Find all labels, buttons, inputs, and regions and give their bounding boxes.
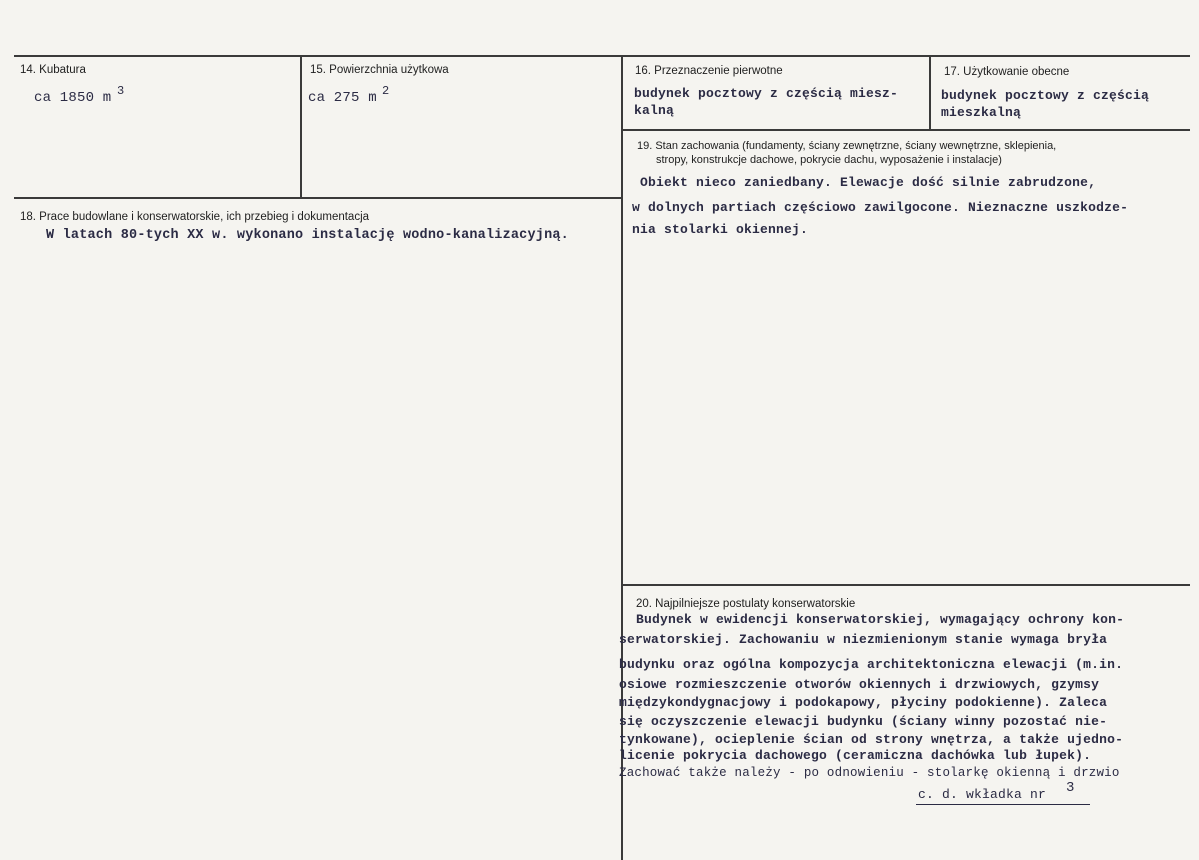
field-20-line-7: tynkowane), ocieplenie ścian od strony wnętrza, a także ujedno-: [619, 732, 1124, 747]
field-19-label-line-1: 19. Stan zachowania (fundamenty, ściany zewnętrzne, ściany wewnętrzne, sklepienia,: [637, 140, 1057, 152]
field-20-line-9: Zachować także należy - po odnowieniu - stolarkę okienną i drzwio: [619, 766, 1120, 780]
field-17-line-1: budynek pocztowy z częścią: [941, 88, 1150, 103]
field-20-line-3: budynku oraz ogólna kompozycja architektoniczna elewacji (m.in.: [619, 657, 1124, 672]
field-18-label: 18. Prace budowlane i konserwatorskie, ich przebieg i dokumentacja: [20, 211, 370, 223]
field-20-label: 20. Najpilniejsze postulaty konserwatorskie: [636, 598, 856, 610]
field-16-line-1: budynek pocztowy z częścią miesz-: [634, 86, 899, 101]
field-14-label: 14. Kubatura: [20, 64, 86, 76]
rule-above-20: [623, 584, 1190, 586]
rule-under-14-15: [14, 197, 622, 199]
divider-16-17: [929, 57, 931, 129]
field-19-line-1: Obiekt nieco zaniedbany. Elewacje dość silnie zabrudzone,: [640, 175, 1097, 190]
field-14-value: ca 1850 m: [34, 90, 112, 106]
field-15-value: ca 275 m: [308, 90, 377, 106]
field-20-line-4: osiowe rozmieszczenie otworów okiennych i drzwiowych, gzymsy: [619, 677, 1100, 692]
field-15-exponent: 2: [382, 84, 390, 98]
field-16-line-2: kalną: [634, 103, 675, 118]
field-20-line-5: międzykondygnacjowy i podokapowy, płyciny podokienne). Zaleca: [619, 695, 1108, 710]
field-20-line-1: Budynek w ewidencji konserwatorskiej, wymagający ochrony kon-: [636, 612, 1125, 627]
field-19-line-3: nia stolarki okiennej.: [632, 222, 809, 237]
field-17-line-2: mieszkalną: [941, 105, 1022, 120]
rule-under-16-17: [623, 129, 1190, 131]
field-20-line-8: licenie pokrycia dachowego (ceramiczna dachówka lub łupek).: [619, 748, 1092, 763]
field-14-exponent: 3: [117, 84, 125, 98]
divider-14-15: [300, 55, 302, 199]
field-18-line-1: W latach 80-tych XX w. wykonano instalację wodno-kanalizacyjną.: [46, 228, 569, 243]
field-19-label-line-2: stropy, konstrukcje dachowe, pokrycie dachu, wyposażenie i instalacje): [656, 154, 1002, 166]
field-20-continuation: c. d. wkładka nr: [918, 787, 1047, 802]
field-19-line-2: w dolnych partiach częściowo zawilgocone. Nieznaczne uszkodze-: [632, 200, 1129, 215]
field-20-line-2: serwatorskiej. Zachowaniu w niezmienionym stanie wymaga bryła: [619, 632, 1108, 647]
field-20-continuation-number: 3: [1066, 780, 1075, 796]
field-17-label: 17. Użytkowanie obecne: [944, 66, 1070, 78]
field-16-label: 16. Przeznaczenie pierwotne: [635, 65, 783, 77]
field-20-line-6: się oczyszczenie elewacji budynku (ściany winny pozostać nie-: [619, 714, 1108, 729]
field-15-label: 15. Powierzchnia użytkowa: [310, 64, 449, 76]
top-rule: [14, 55, 1190, 57]
continuation-underline: [916, 804, 1090, 805]
